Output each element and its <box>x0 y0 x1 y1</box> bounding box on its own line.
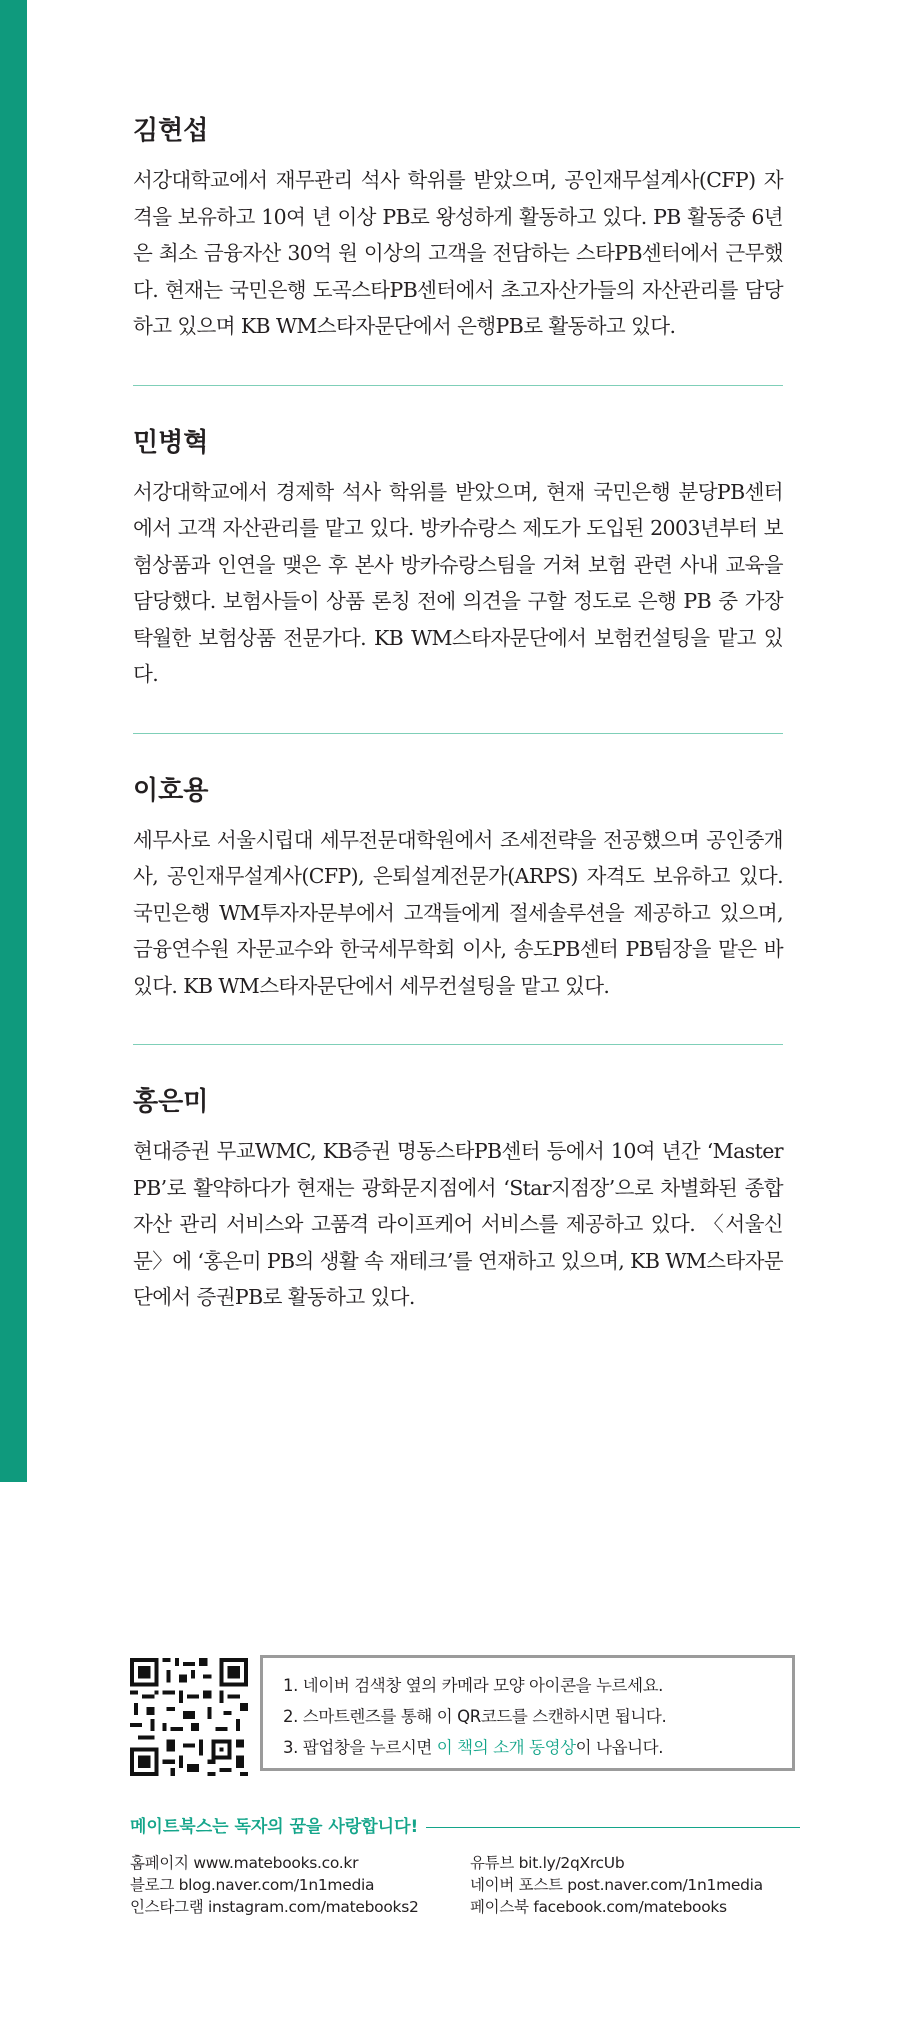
publisher-slogan: 메이트북스는 독자의 꿈을 사랑합니다! <box>130 1813 426 1841</box>
profile-hong-eunmi <box>133 1085 783 1316</box>
qr-instruction-step-2: 2. 스마트렌즈를 통해 이 QR코드를 스캔하시면 됩니다. <box>283 1707 667 1726</box>
section-divider <box>133 1044 783 1045</box>
profile-bio: 세무사로 서울시립대 세무전문대학원에서 조세전략을 전공했으며 공인중개사, 공인재무설계사(CFP), 은퇴설계전문가(ARPS) 자격도 보유하고 있다. 국민은행 WM투자자문부에서 고객들에게 절세솔루션을 제공하고 있으며, 금융연수원 자문교수와 한국세무학회 이사, 송도PB센터 PB팀장을 맡은 바 있다. KB WM스타자문단에서 세무컨설팅을 맡고 있다. <box>133 827 783 998</box>
section-divider <box>133 733 783 734</box>
qr-code-icon[interactable] <box>130 1658 248 1776</box>
publisher-links-left <box>130 1852 419 1918</box>
qr-instructions-box <box>260 1655 795 1771</box>
qr-step-3-text: 3. 팝업창을 누르시면 <box>283 1738 437 1757</box>
blog-link[interactable]: 블로그 blog.naver.com/1n1media <box>130 1876 375 1894</box>
homepage-link[interactable]: 홈페이지 www.matebooks.co.kr <box>130 1854 359 1872</box>
naver-post-link[interactable]: 네이버 포스트 post.naver.com/1n1media <box>470 1876 763 1894</box>
profile-kim-hyunsub <box>133 114 783 345</box>
profile-bio: 서강대학교에서 경제학 석사 학위를 받았으며, 현재 국민은행 분당PB센터에서 고객 자산관리를 맡고 있다. 방카슈랑스 제도가 도입된 2003년부터 보험상품과 인연을 맺은 후 본사 방카슈랑스팀을 거쳐 보험 관련 사내 교육을 담당했다. 보험사들이 상품 론칭 전에 의견을 구할 정도로 은행 PB 중 가장 탁월한 보험상품 전문가다. KB WM스타자문단에서 보험컨설팅을 맡고 있다. <box>133 479 783 686</box>
section-divider <box>133 385 783 386</box>
author-profiles <box>133 114 783 1316</box>
publisher-slogan-row <box>130 1813 800 1843</box>
profile-name: 이호용 <box>133 775 209 806</box>
profile-bio: 서강대학교에서 재무관리 석사 학위를 받았으며, 공인재무설계사(CFP) 자격을 보유하고 10여 년 이상 PB로 왕성하게 활동하고 있다. PB 활동중 6년은 최소 금융자산 30억 원 이상의 고객을 전담하는 스타PB센터에서 근무했다. 현재는 국민은행 도곡스타PB센터에서 초고자산가들의 자산관리를 담당하고 있으며 KB WM스타자문단에서 은행PB로 활동하고 있다. <box>133 168 783 338</box>
profile-name: 김현섭 <box>133 116 209 146</box>
qr-step-3-text-end: 이 나옵니다. <box>575 1738 664 1757</box>
facebook-link[interactable]: 페이스북 facebook.com/matebooks <box>470 1898 727 1916</box>
profile-lee-hoyong <box>133 774 783 1005</box>
instagram-link[interactable]: 인스타그램 instagram.com/matebooks2 <box>130 1898 419 1916</box>
profile-min-byunghyuk <box>133 426 783 693</box>
qr-section <box>130 1655 800 1773</box>
publisher-links-right <box>470 1852 763 1918</box>
qr-instruction-step-3 <box>283 1732 792 1763</box>
profile-name: 민병혁 <box>133 427 209 458</box>
side-accent-bar <box>0 0 27 1482</box>
profile-bio: 현대증권 무교WMC, KB증권 명동스타PB센터 등에서 10여 년간 ‘Master PB’로 활약하다가 현재는 광화문지점에서 ‘Star지점장’으로 차별화된 종합자산 관리 서비스와 고품격 라이프케어 서비스를 제공하고 있다. 〈서울신문〉에 ‘홍은미 PB의 생활 속 재테크’를 연재하고 있으며, KB WM스타자문단에서 증권PB로 활동하고 있다. <box>133 1139 783 1309</box>
youtube-link[interactable]: 유튜브 bit.ly/2qXrcUb <box>470 1854 625 1872</box>
qr-step-3-highlight: 이 책의 소개 동영상 <box>436 1738 576 1757</box>
profile-name: 홍은미 <box>133 1087 209 1117</box>
qr-instruction-step-1: 1. 네이버 검색창 옆의 카메라 모양 아이콘을 누르세요. <box>283 1676 664 1695</box>
